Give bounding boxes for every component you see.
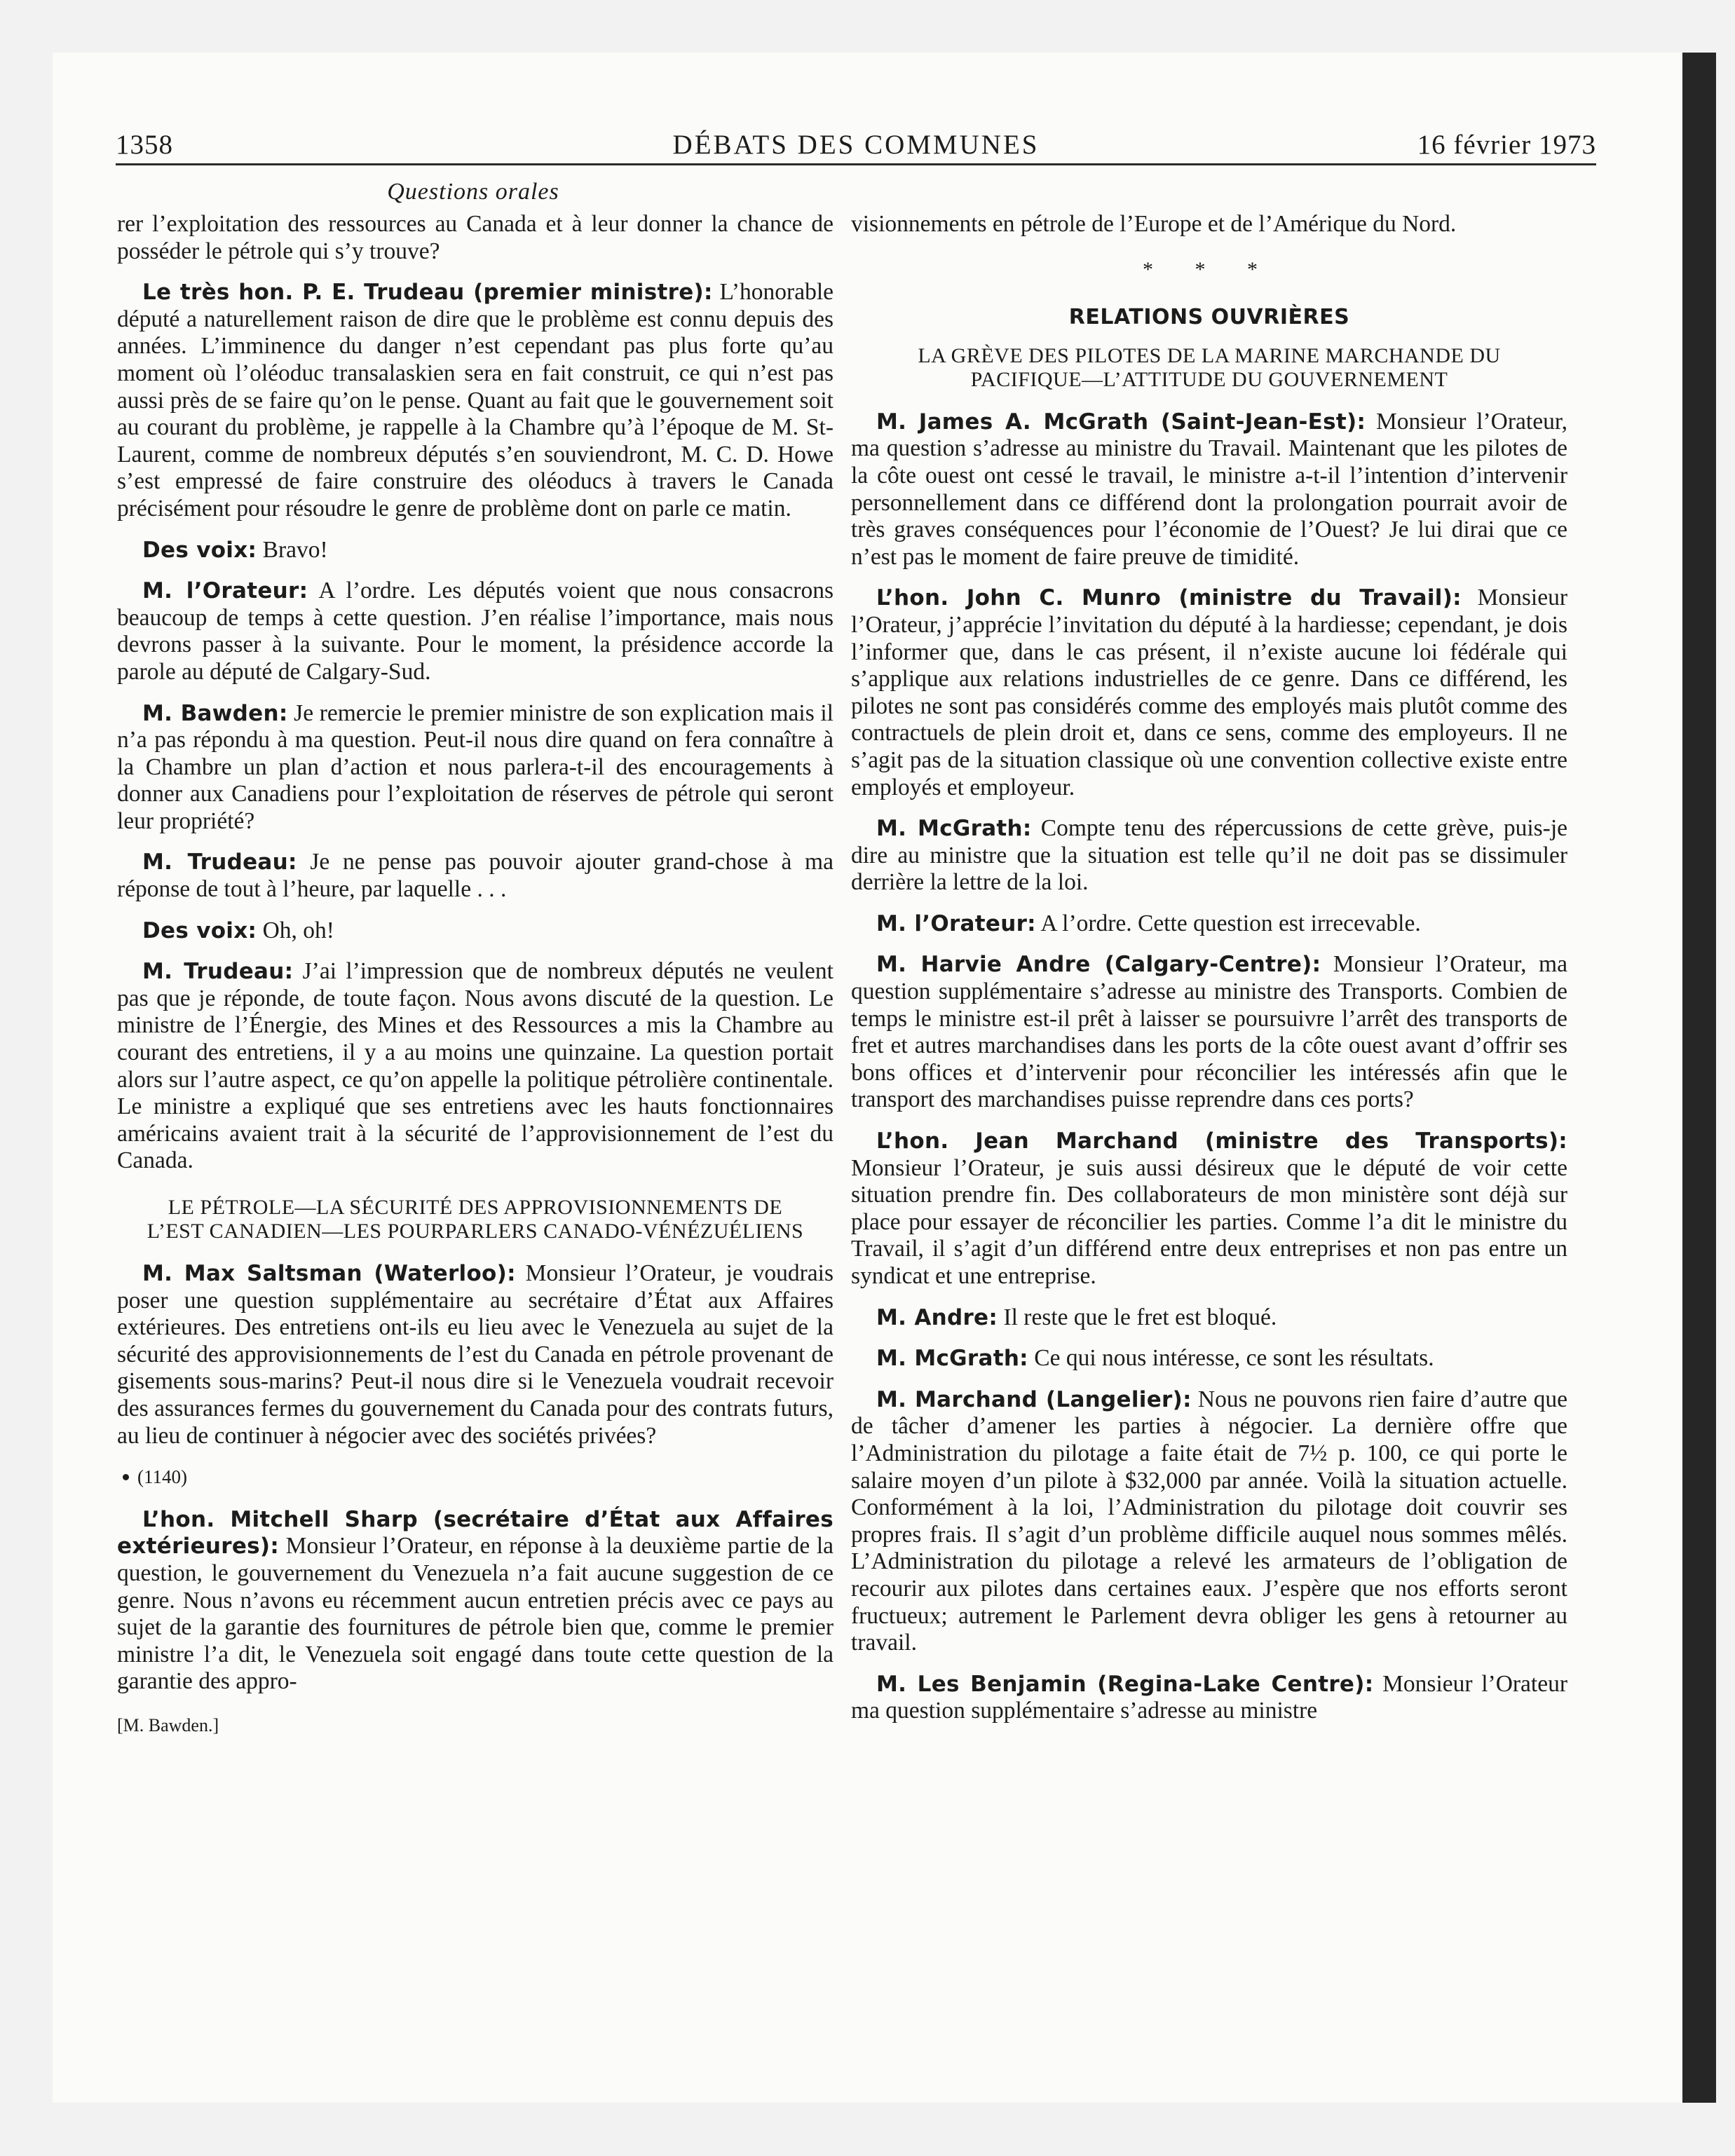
subject-heading: LE PÉTROLE—LA SÉCURITÉ DES APPROVISIONNEMENTS DE L’EST CANADIEN—LES POURPARLERS CANADO-VÉNÉZUÉLIENS [147,1196,804,1243]
speaker-name: M. Harvie Andre (Calgary-Centre): [876,952,1321,978]
speaker-name: L’hon. Jean Marchand (ministre des Transports): [876,1128,1567,1154]
paragraph [117,849,834,903]
speaker-name: M. Andre: [876,1304,998,1330]
paragraph [117,279,834,522]
speaker-name: M. Max Saltsman (Waterloo): [142,1261,516,1286]
speech-text: Je remercie le premier ministre de son explication mais il n’a pas répondu à ma question. Peut-il nous dire quand on fera connaître à la Chambre un plan d’action et nous parlera-t-il des encouragements à donner aux Canadiens pour l’exploitation de réserves de pétrole qui seront leur propriété? [117,700,834,834]
paragraph [117,1260,834,1449]
paragraph [851,1304,1567,1332]
left-column [117,211,834,1740]
paragraph: rer l’exploitation des ressources au Canada et à leur donner la chance de posséder le pétrole qui s’y trouve? [117,211,834,264]
header-date: 16 février 1973 [1417,130,1596,160]
speech-text: J’ai l’impression que de nombreux députés ne veulent pas que je réponde, de toute façon. Nous avons discuté de la question. Le ministre de l’Énergie, des Mines et des Ressources a mis la Chambre au courant des entretiens, il y a au moins une quinzaine. La question portait alors sur l’autre aspect, ce qu’on appelle la politique pétrolière continentale. Le ministre a expliqué que ses entretiens avec les hauts fonctionnaires américains avaient trait à la sécurité de l’approvisionnement de l’est du Canada. [117,958,834,1174]
speech-text: Oh, oh! [257,917,334,943]
speaker-name: M. McGrath: [876,816,1032,842]
paragraph [851,1386,1567,1657]
paragraph [117,700,834,835]
attribution: [M. Bawden.] [117,1714,219,1735]
document-page [53,53,1682,2103]
speech-text: Monsieur l’Orateur, en réponse à la deuxième partie de la question, le gouvernement du Venezuela n’a fait aucune suggestion de ce genre. Nous n’avons eu récemment aucun entretien précis avec ce pays au sujet de la garantie des fournitures de pétrole bien que, comme le premier ministre l’a dit, le Venezuela soit engagé dans toute cette question de la garantie des appro- [117,1533,834,1695]
paragraph [117,578,834,685]
speech-text: Bravo! [257,536,328,563]
paragraph [851,951,1567,1114]
right-column [851,211,1567,1739]
paragraph [117,1506,834,1696]
page-number: 1358 [116,130,173,160]
speaker-name: M. Marchand (Langelier): [876,1386,1192,1412]
paragraph [851,409,1567,571]
speech-text: Compte tenu des répercussions de cette grève, puis-je dire au ministre que la situation est telle qu’il ne doit pas se dissimuler derrière la lettre de la loi. [851,815,1568,896]
speech-text: Monsieur l’Orateur, ma question supplémentaire s’adresse au ministre des Transports. Combien de temps le ministre est-il prêt à laisser se poursuivre l’arrêt des transports de fret et autres marchandises dans les ports de la côte ouest avant d’offrir ses bons offices et d’intervenir pour réconcilier les intéressés afin que le transport des marchandises puisse reprendre dans ces ports? [851,951,1567,1113]
paragraph [117,537,834,564]
speaker-name: M. l’Orateur: [876,910,1036,936]
paragraph [851,585,1567,801]
speech-text: Monsieur l’Orateur, ma question s’adresse au ministre du Travail. Maintenant que les pilotes de la côte ouest ont cessé le travail, le ministre a-t-il l’intention d’intervenir personnellement dans ce différend dont la prolongation pourrait avoir de très graves conséquences pour l’économie de l’Ouest? Je lui dirai que ce n’est pas le moment de faire preuve de timidité. [851,408,1568,570]
time-marker-text: (1140) [137,1466,187,1488]
bullet-icon [123,1474,129,1480]
speaker-name: M. Les Benjamin (Regina-Lake Centre): [876,1671,1374,1697]
paragraph [851,815,1567,896]
speech-text: Nous ne pouvons rien faire d’autre que de tâcher d’amener les parties à négocier. La dernière offre que l’Administration du pilotage a faite était de 7½ p. 100, ce qui porte le salaire moyen d’un pilote à $32,000 par année. Voilà la situation actuelle. Conformément à la loi, l’Administration du pilotage doit couvrir ses propres frais. Il s’agit d’un problème difficile auquel nous sommes mêlés. L’Administration du pilotage a relevé les armateurs de l’obligation de recourir aux pilotes dans certaines eaux. J’espère que nos efforts seront fructueux; autrement le Parlement devra obliger les gens à retourner au travail. [851,1386,1567,1656]
journal-title: DÉBATS DES COMMUNES [672,130,1040,160]
speech-text: Ce qui nous intéresse, ce sont les résultats. [1028,1345,1434,1372]
speaker-name: L’hon. John C. Munro (ministre du Travail): [876,585,1462,611]
speaker-name: L’hon. Mitchell Sharp (secrétaire d’État aux Affaires extérieures): [117,1506,834,1560]
speaker-name: M. James A. McGrath (Saint-Jean-Est): [876,409,1366,435]
speaker-name: M. l’Orateur: [142,578,308,604]
paragraph [851,1345,1567,1372]
speech-text: A l’ordre. Cette question est irrecevable. [1035,910,1421,936]
speaker-name: Le très hon. P. E. Trudeau (premier ministre): [142,280,713,306]
speaker-name: M. Trudeau: [142,959,294,985]
scan-edge-bar [1682,53,1716,2103]
speech-text: Monsieur l’Orateur ma question supplémentaire s’adresse au ministre [851,1670,1567,1724]
paragraph [851,1671,1567,1725]
speaker-name: Des voix: [142,537,257,563]
paragraph: visionnements en pétrole de l’Europe et de l’Amérique du Nord. [851,211,1457,237]
page-header [116,121,1596,165]
paragraph [117,917,834,945]
speech-text: L’honorable député a naturellement raison de dire que le problème est connu depuis des années. L’imminence du danger n’est cependant pas plus forte qu’au moment où l’oléoduc transalaskien sera en fait construit, ce qui n’est pas aussi près de se faire qu’on le pense. Quant au fait que le gouvernement soit au courant du problème, je rappelle à la Chambre qu’à l’époque de M. St-Laurent, comme de nombreux députés s’en souviendront, M. C. D. Howe s’est empressé de faire construire des oléoducs à travers le Canada précisément pour résoudre le genre de problème dont on parle ce matin. [117,279,834,521]
speaker-name: M. McGrath: [876,1346,1028,1372]
speech-text: A l’ordre. Les députés voient que nous consacrons beaucoup de temps à cette question. J’en réalise l’importance, mais nous devrons passer à la suivante. Pour le moment, la présidence accorde la parole au député de Calgary-Sud. [117,578,834,685]
paragraph [851,910,1567,938]
speaker-name: M. Trudeau: [142,850,297,875]
paragraph [851,1128,1567,1290]
section-separator: * * * [1143,257,1276,281]
speaker-name: Des voix: [142,917,257,943]
speaker-name: M. Bawden: [142,700,288,726]
speech-text: Je ne pense pas pouvoir ajouter grand-chose à ma réponse de tout à l’heure, par laquelle . . . [117,849,834,903]
paragraph [117,958,834,1175]
section-heading: RELATIONS OUVRIÈRES [1068,305,1350,330]
subject-heading: LA GRÈVE DES PILOTES DE LA MARINE MARCHANDE DU PACIFIQUE—L’ATTITUDE DU GOUVERNEMENT [918,343,1501,391]
running-head: Questions orales [387,179,559,205]
speech-text: Monsieur l’Orateur, j’apprécie l’invitation du député à la hardiesse; cependant, je dois l’informer que, dans le cas présent, il n’existe aucune loi fédérale qui s’applique aux relations industrielles de ce genre. Dans ce différend, les pilotes ne sont pas considérés comme des employés mais plutôt comme des contractuels de plein droit et, dans ce sens, comme des employeurs. Il ne s’agit pas de la situation classique où une convention collective existe entre employés et employeur. [851,585,1567,800]
time-marker [117,1464,834,1491]
speech-text: Monsieur l’Orateur, je voudrais poser une question supplémentaire au secrétaire d’État aux Affaires extérieures. Des entretiens ont-ils eu lieu avec le Venezuela au sujet de la sécurité des approvisionnements de l’est du Canada en pétrole provenant de gisements sous-marins? Peut-il nous dire si le Venezuela voudrait recevoir des assurances fermes du gouvernement du Canada pour des contrats futurs, au lieu de continuer à négocier avec des sociétés privées? [117,1260,834,1449]
speech-text: Il reste que le fret est bloqué. [998,1304,1277,1330]
speech-text: Monsieur l’Orateur, je suis aussi désireux que le député de voir cette situation prendre fin. Des collaborateurs de mon ministère sont déjà sur place pour essayer de réconcilier les parties. Comme l’a dit le ministre du Travail, il s’agit d’un différend entre deux entreprises et non pas entre un syndicat et une entreprise. [851,1154,1567,1289]
